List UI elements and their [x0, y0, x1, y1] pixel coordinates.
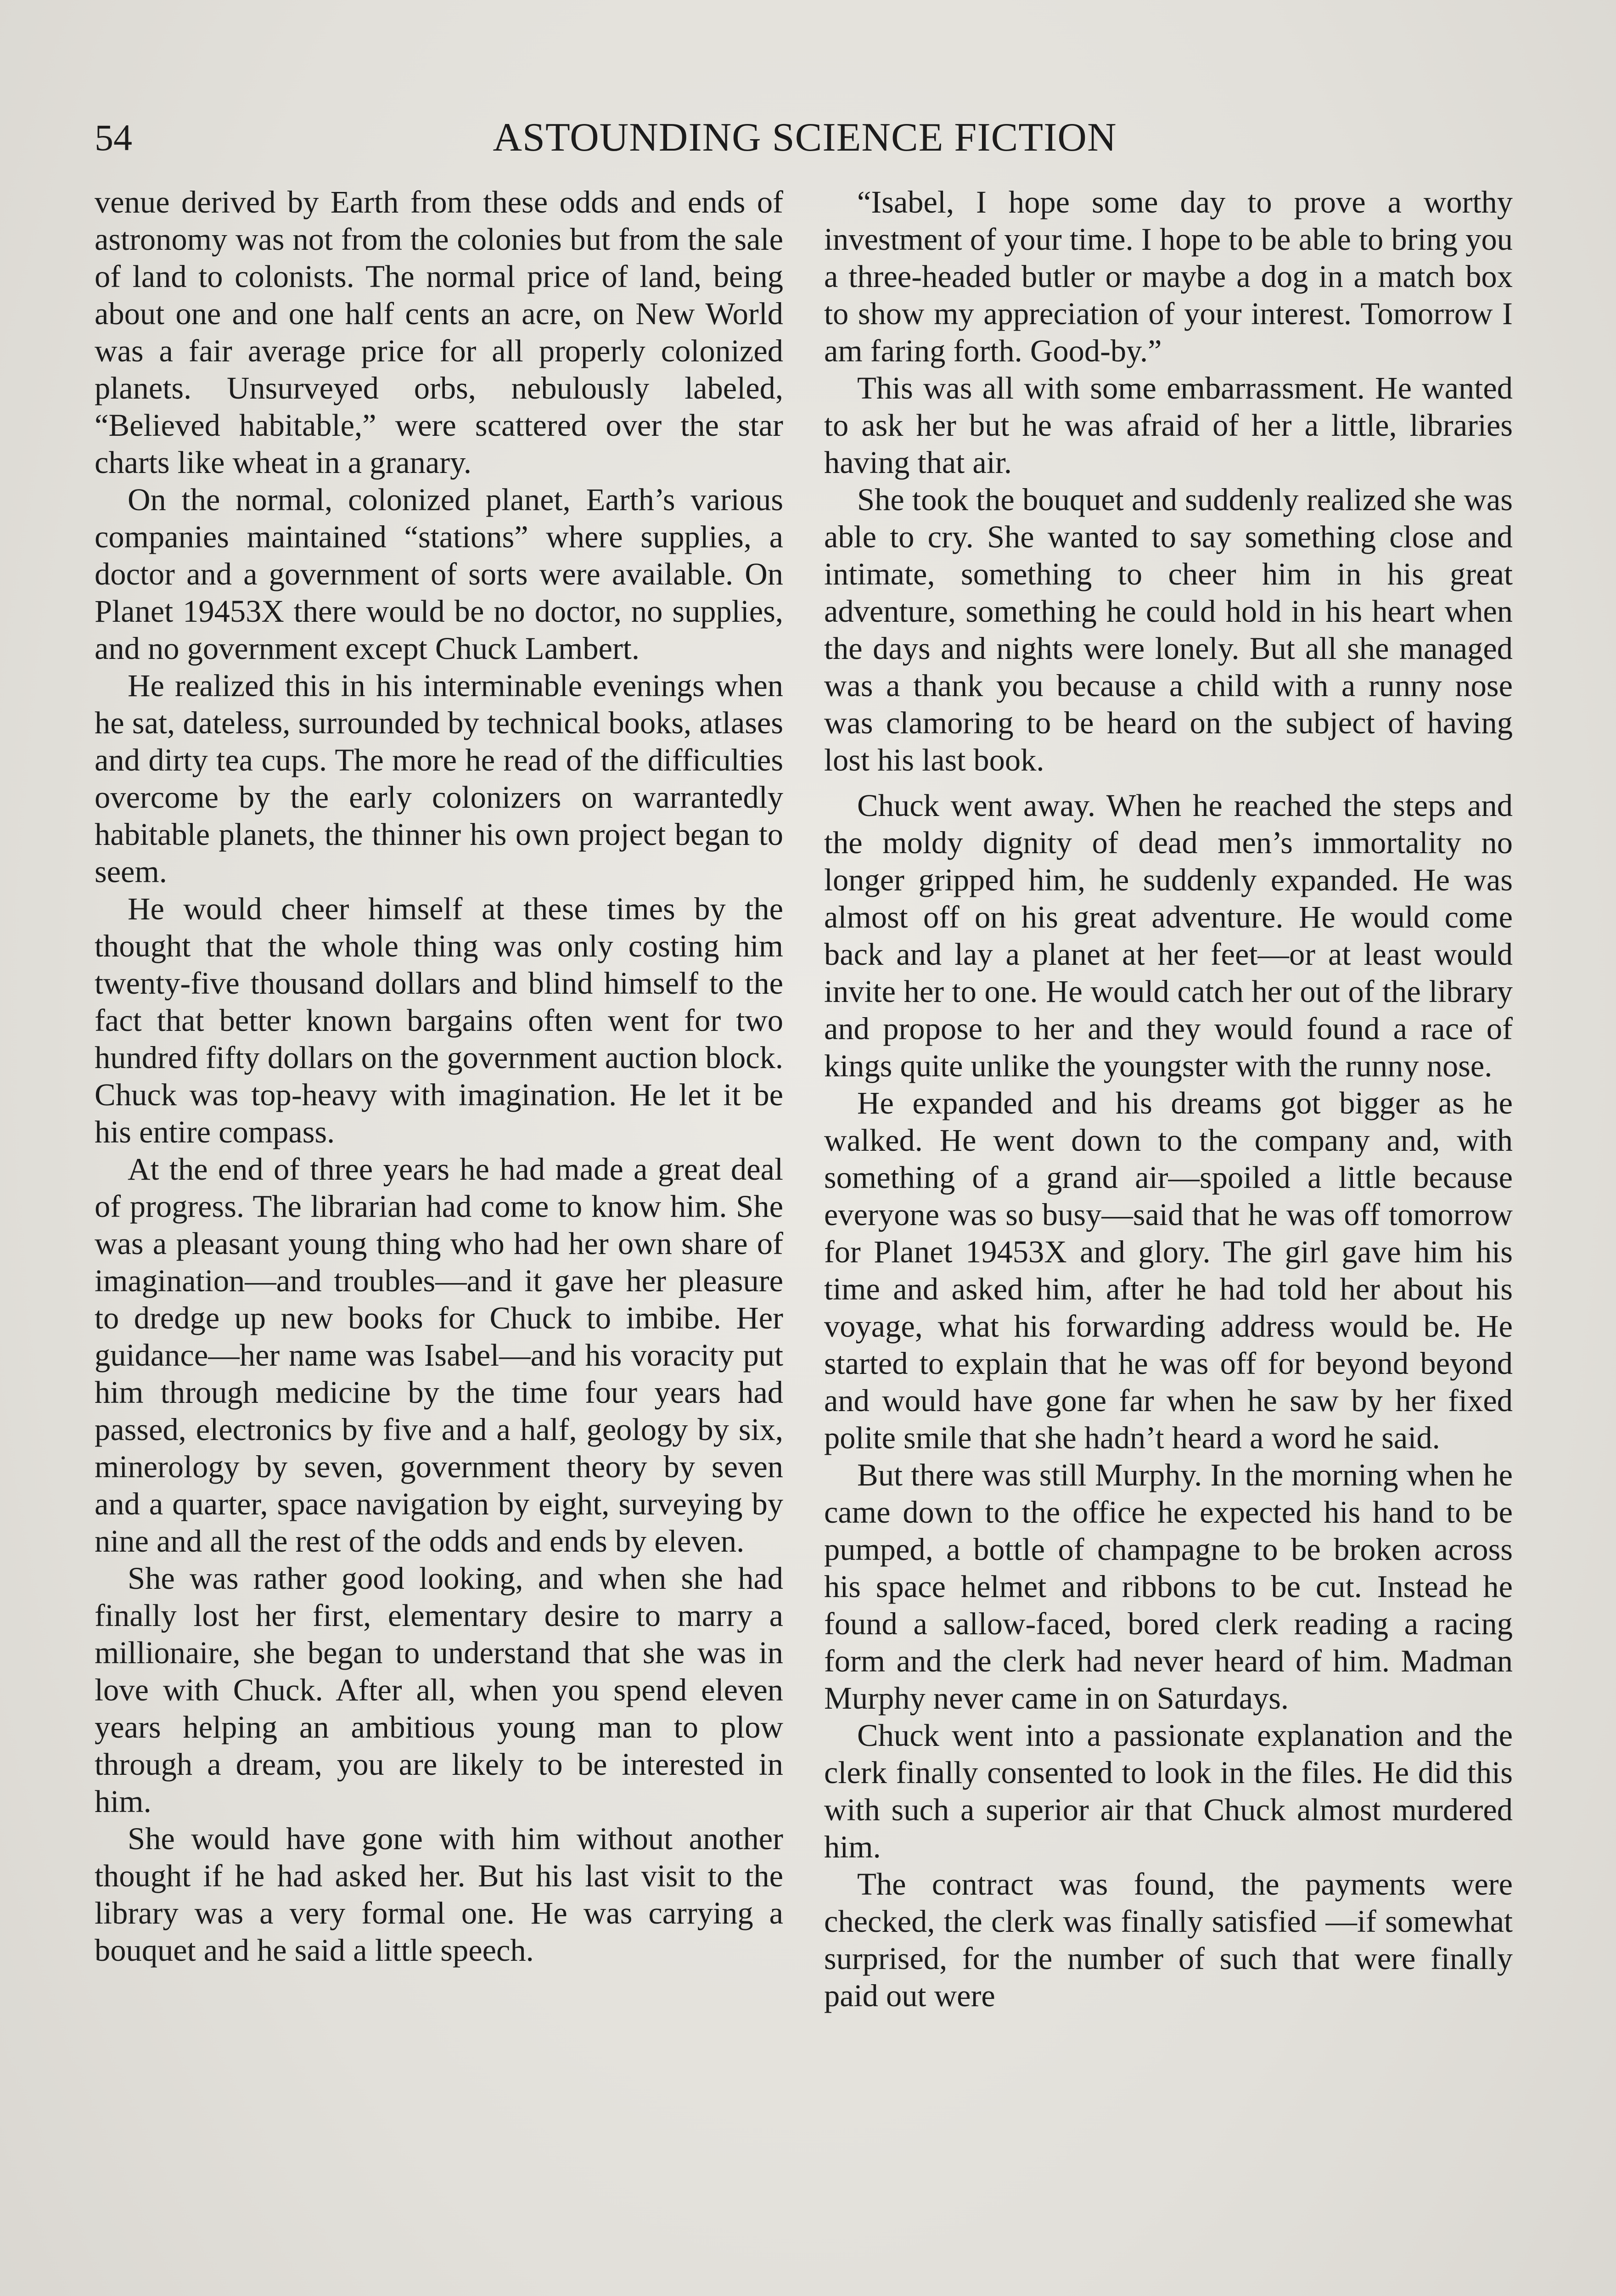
page-number: 54 [95, 117, 132, 158]
paragraph: “Isabel, I hope some day to prove a worthy investment of your time. I hope to be able to bring you a three-headed butler or maybe a dog in a match box to show my appreciation of your interest. Tomorrow I am faring forth. Good-by.” [824, 185, 1513, 368]
paragraph: She would have gone with him without another thought if he had asked her. But his last visit to the library was a very formal one. He was carrying a bouquet and he said a little speech. [95, 1821, 783, 1968]
paragraph: At the end of three years he had made a great deal of progress. The librarian had come to know him. She was a pleasant young thing who had her own share of imagination—and troubles—and it gave her pleasure to dredge up new books for Chuck to imbibe. Her guidance—her name was Isabel—and his voracity put him through medicine by the time four years had passed, electronics by five and a half, geology by six, minerology by seven, government theory by seven and a quarter, space navigation by eight, surveying by nine and all the rest of the odds and ends by eleven. [95, 1152, 783, 1559]
paragraph: Chuck went away. When he reached the steps and the moldy dignity of dead men’s immortality no longer gripped him, he suddenly expanded. He was almost off on his great adventure. He would come back and lay a planet at her feet—or at least would invite her to one. He would catch her out of the library and propose to her and they would found a race of kings quite unlike the youngster with the runny nose. [824, 788, 1513, 1083]
paragraph: Chuck went into a passionate explanation and the clerk finally consented to look in the files. He did this with such a superior air that Chuck almost murdered him. [824, 1718, 1513, 1864]
paragraph: On the normal, colonized planet, Earth’s various companies maintained “stations” where supplies, a doctor and a government of sorts were available. On Planet 19453X there would be no doctor, no supplies, and no government except Chuck Lambert. [95, 482, 783, 666]
paragraph: venue derived by Earth from these odds and ends of astronomy was not from the colonies but from the sale of land to colonists. The normal price of land, being about one and one half cents an acre, on New World was a fair average price for all properly colonized planets. Unsurveyed orbs, nebulously labeled, “Believed habitable,” were scattered over the star charts like wheat in a granary. [95, 185, 783, 480]
left-column [95, 184, 783, 1969]
paragraph: He would cheer himself at these times by the thought that the whole thing was only costing him twenty-five thousand dollars and blind himself to the fact that better known bargains often went for two hundred fifty dollars on the government auction block. Chuck was top-heavy with imagination. He let it be his entire compass. [95, 891, 783, 1149]
paragraph: She was rather good looking, and when she had finally lost her first, elementary desire to marry a millionaire, she began to understand that she was in love with Chuck. After all, when you spend eleven years helping an ambitious young man to plow through a dream, you are likely to be interested in him. [95, 1561, 783, 1819]
page-header [95, 110, 1515, 165]
paragraph: The contract was found, the payments were checked, the clerk was finally satisfied —if somewhat surprised, for the number of such that were finally paid out were [824, 1867, 1513, 2013]
paragraph: But there was still Murphy. In the morning when he came down to the office he expected his hand to be pumped, a bottle of champagne to be broken across his space helmet and ribbons to be cut. Instead he found a sallow-faced, bored clerk reading a racing form and the clerk had never heard of him. Madman Murphy never came in on Saturdays. [824, 1458, 1513, 1716]
running-head: ASTOUNDING SCIENCE FICTION [493, 115, 1117, 160]
paragraph: He expanded and his dreams got bigger as he walked. He went down to the company and, with something of a grand air—spoiled a little because everyone was so busy—said that he was off tomorrow for Planet 19453X and glory. The girl gave him his time and asked him, after he had told her about his voyage, what his forwarding address would be. He started to explain that he was off for beyond beyond and would have gone far when he saw by her fixed polite smile that she hadn’t heard a word he said. [824, 1086, 1513, 1455]
right-column [824, 184, 1513, 2015]
paragraph: He realized this in his interminable evenings when he sat, dateless, surrounded by technical books, atlases and dirty tea cups. The more he read of the difficulties overcome by the early colonizers on warrantedly habitable planets, the thinner his own project began to seem. [95, 668, 783, 889]
paragraph: This was all with some embarrassment. He wanted to ask her but he was afraid of her a little, libraries having that air. [824, 371, 1513, 480]
paragraph: She took the bouquet and suddenly realized she was able to cry. She wanted to say something close and intimate, something to cheer him in his great adventure, something he could hold in his heart when the days and nights were lonely. But all she managed was a thank you because a child with a runny nose was clamoring to be heard on the subject of having lost his last book. [824, 482, 1513, 777]
